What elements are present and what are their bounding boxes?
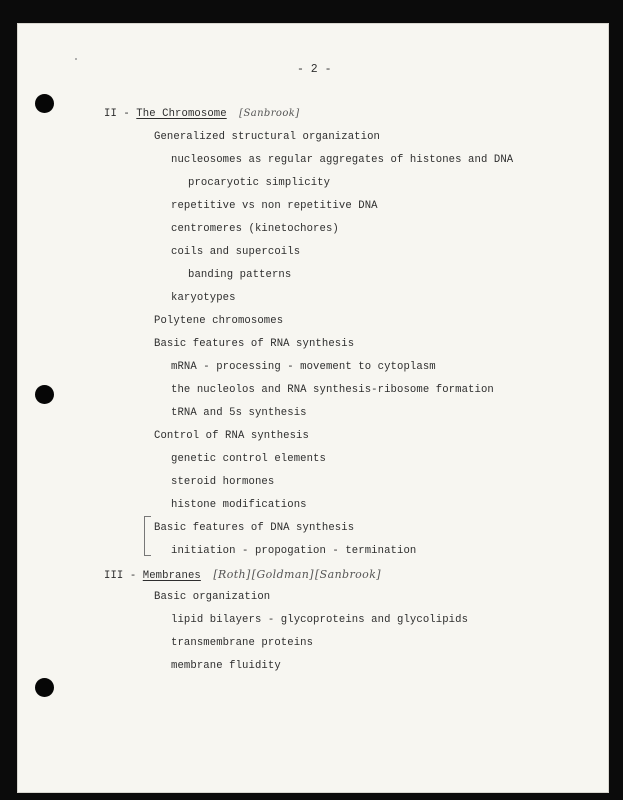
document-page bbox=[17, 23, 609, 793]
outline-item-level2: steroid hormones bbox=[171, 476, 275, 488]
section-title: Membranes bbox=[142, 570, 201, 582]
outline-item-level2: centromeres (kinetochores) bbox=[171, 223, 339, 235]
outline-item-level2: genetic control elements bbox=[171, 453, 326, 465]
outline-item-level2: coils and supercoils bbox=[171, 246, 301, 258]
section-title: The Chromosome bbox=[136, 108, 227, 120]
punch-hole-top bbox=[35, 94, 54, 113]
outline-item-level2: mRNA - processing - movement to cytoplasm bbox=[171, 361, 436, 373]
outline-item-level2: tRNA and 5s synthesis bbox=[171, 407, 307, 419]
outline-item-level3: banding patterns bbox=[188, 269, 292, 281]
page-number: - 2 - bbox=[297, 63, 332, 76]
section-heading-membranes bbox=[104, 568, 381, 582]
punch-hole-bottom bbox=[35, 678, 54, 697]
handwritten-annotation: [Sanbrook] bbox=[314, 568, 381, 581]
outline-item-level2: nucleosomes as regular aggregates of histones and DNA bbox=[171, 154, 514, 166]
outline-item-level2: initiation - propogation - termination bbox=[171, 545, 417, 557]
outline-item-level2: histone modifications bbox=[171, 499, 307, 511]
punch-hole-middle bbox=[35, 385, 54, 404]
handwritten-annotation: [Goldman] bbox=[251, 568, 314, 581]
outline-item-level1: Generalized structural organization bbox=[154, 131, 381, 143]
section-heading-chromosome bbox=[104, 108, 300, 120]
section-number: II - bbox=[104, 108, 137, 120]
outline-item-level2: transmembrane proteins bbox=[171, 637, 314, 649]
outline-item-level1: Control of RNA synthesis bbox=[154, 430, 309, 442]
outline-item-level1: Polytene chromosomes bbox=[154, 315, 284, 327]
outline-item-level2: lipid bilayers - glycoproteins and glycolipids bbox=[171, 614, 469, 626]
outline-item-level1: Basic features of DNA synthesis bbox=[154, 522, 355, 534]
outline-item-level2: karyotypes bbox=[171, 292, 236, 304]
handwritten-annotation: [Sanbrook] bbox=[239, 108, 300, 119]
paper-speck bbox=[75, 58, 77, 60]
outline-item-level2: repetitive vs non repetitive DNA bbox=[171, 200, 378, 212]
outline-item-level2: membrane fluidity bbox=[171, 660, 281, 672]
handwritten-bracket bbox=[144, 516, 151, 556]
outline-item-level1: Basic organization bbox=[154, 591, 271, 603]
outline-item-level2: the nucleolos and RNA synthesis-ribosome formation bbox=[171, 384, 494, 396]
outline-item-level3: procaryotic simplicity bbox=[188, 177, 331, 189]
section-number: III - bbox=[104, 570, 143, 582]
handwritten-annotation: [Roth] bbox=[213, 568, 251, 581]
outline-item-level1: Basic features of RNA synthesis bbox=[154, 338, 355, 350]
